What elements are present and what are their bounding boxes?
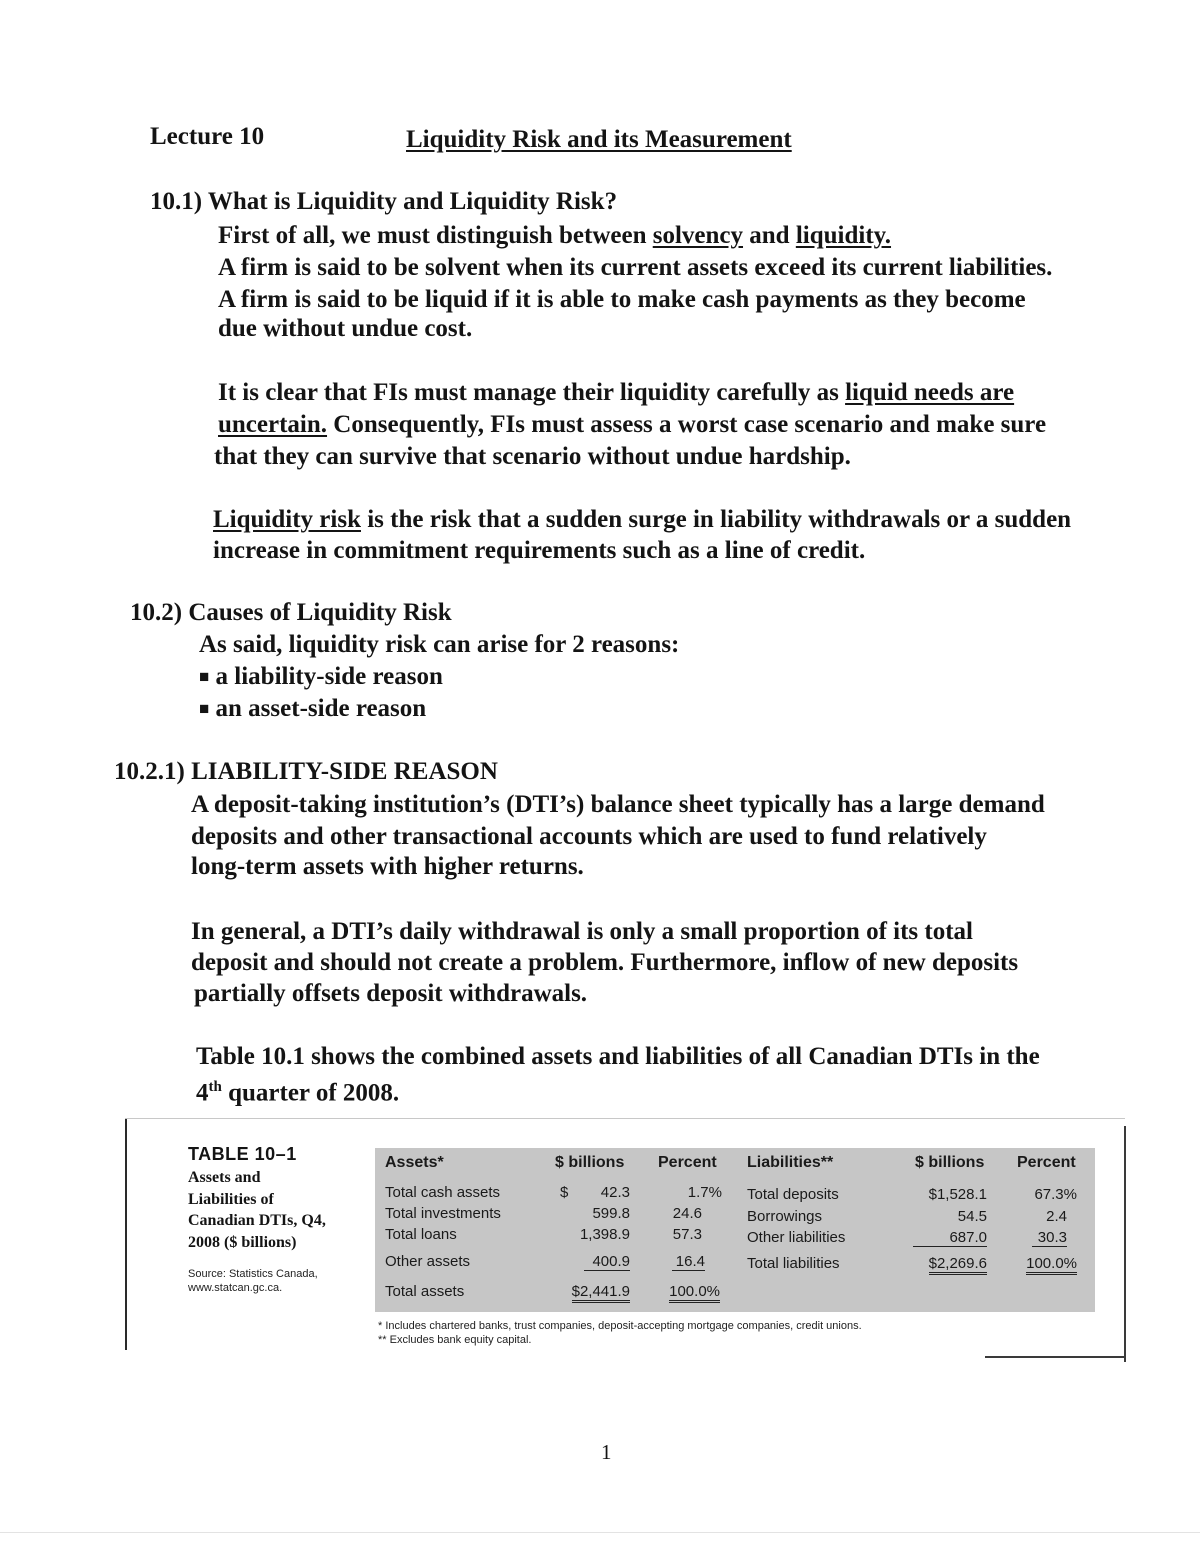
asset-amount: 599.8 [592, 1205, 630, 1222]
table-footnote: ** Excludes bank equity capital. [378, 1334, 532, 1346]
s1-p5-rest: is the risk that a sudden surge in liability withdrawals or a sudden [360, 506, 1072, 533]
asset-currency: $ [560, 1184, 569, 1201]
s2-intro: As said, liquidity risk can arise for 2 reasons: [199, 631, 680, 658]
s1-p1-mid: and [743, 222, 796, 249]
square-bullet-icon: ■ [199, 699, 210, 718]
liability-label: Other liabilities [747, 1229, 846, 1246]
figure-frame-bottom [985, 1356, 1125, 1358]
liabilities-total-label: Total liabilities [747, 1255, 840, 1272]
s1-paragraph-4-line-2 [218, 409, 1046, 440]
liquidity-risk-term: Liquidity risk [213, 506, 361, 533]
figure-frame-left [125, 1118, 127, 1350]
liability-percent: 67.3% [1034, 1186, 1077, 1203]
s1-p4-underlined-1: liquid needs are [845, 379, 1015, 406]
assets-total-percent: 100.0% [669, 1283, 720, 1303]
liability-label: Total deposits [747, 1186, 839, 1203]
asset-label: Total investments [385, 1205, 501, 1222]
quarter-number: 4 [196, 1079, 209, 1107]
asset-amount: 400.9 [584, 1253, 630, 1271]
s21-paragraph-2-line-3: partially offsets deposit withdrawals. [194, 980, 588, 1007]
caption-line: Assets and [188, 1169, 261, 1186]
s1-paragraph-4-line-3: that they can survive that scenario without undue hardship. [214, 443, 851, 470]
s1-p4-underlined-2: uncertain. [218, 411, 328, 438]
solvency-term: solvency [652, 222, 744, 249]
lecture-label: Lecture 10 [150, 123, 265, 150]
section-10-1-heading: 10.1) What is Liquidity and Liquidity Risk? [150, 188, 618, 215]
liquidity-term: liquidity. [795, 222, 892, 249]
assets-total-amount: $2,441.9 [572, 1283, 630, 1303]
assets-total-label: Total assets [385, 1283, 465, 1300]
caption-line: 2008 ($ billions) [188, 1233, 297, 1251]
s1-paragraph-2: A firm is said to be solvent when its current assets exceed its current liabilities. [218, 254, 1053, 281]
bullet-item [199, 661, 443, 692]
asset-percent: 1.7% [687, 1184, 722, 1201]
s1-paragraph-5-line-1 [213, 504, 1071, 535]
asset-label: Other assets [385, 1253, 471, 1270]
s1-p4-prefix: It is clear that FIs must manage their liquidity carefully as [218, 379, 846, 406]
header-liabilities: Liabilities** [747, 1154, 834, 1171]
header-asset-percent: Percent [658, 1154, 717, 1171]
s1-paragraph-1 [218, 220, 891, 251]
s1-p1-prefix: First of all, we must distinguish between [218, 222, 653, 249]
table-source [188, 1267, 326, 1295]
table-footnote: * Includes chartered banks, trust companies, deposit-accepting mortgage companies, credit unions. [378, 1320, 862, 1332]
bullet-item [199, 693, 426, 724]
scan-edge-line [0, 1532, 1200, 1533]
s1-paragraph-3-line-2: due without undue cost. [218, 315, 473, 342]
liability-percent: 30.3 [1032, 1229, 1067, 1247]
asset-amount: 42.3 [600, 1184, 630, 1201]
s1-paragraph-4-line-1 [218, 377, 1014, 408]
figure-frame-top [125, 1118, 1125, 1119]
square-bullet-icon: ■ [199, 667, 210, 686]
caption-line: Canadian DTIs, Q4, [188, 1212, 326, 1229]
liability-amount: 687.0 [913, 1229, 987, 1247]
quarter-rest: quarter of 2008. [221, 1079, 400, 1107]
s21-paragraph-1-line-2: deposits and other transactional accounts which are used to fund relatively [191, 823, 987, 850]
source-line: www.statcan.gc.ca. [188, 1282, 283, 1294]
source-line: Source: Statistics Canada, [188, 1268, 318, 1280]
header-asset-billions: $ billions [555, 1154, 625, 1171]
page-number: 1 [601, 1440, 612, 1464]
liability-percent: 2.4 [1046, 1208, 1067, 1225]
s1-paragraph-5-line-2: increase in commitment requirements such as a line of credit. [213, 537, 866, 564]
asset-label: Total cash assets [385, 1184, 501, 1201]
liabilities-total-amount: $2,269.6 [929, 1255, 987, 1275]
header-liability-percent: Percent [1017, 1154, 1076, 1171]
table-caption [188, 1144, 326, 1295]
liability-amount: 54.5 [957, 1208, 987, 1225]
figure-frame-right [1124, 1126, 1126, 1362]
section-10-2-heading: 10.2) Causes of Liquidity Risk [130, 599, 452, 626]
liability-amount: $1,528.1 [928, 1186, 987, 1203]
bullet-text: an asset-side reason [215, 695, 427, 722]
s1-p4-rest: Consequently, FIs must assess a worst case scenario and make sure [327, 411, 1047, 438]
ordinal-suffix: th [208, 1079, 222, 1095]
asset-percent: 16.4 [672, 1253, 705, 1271]
assets-liabilities-table [375, 1148, 1095, 1312]
s21-paragraph-2-line-2: deposit and should not create a problem. Furthermore, inflow of new deposits [191, 949, 1019, 976]
header-assets: Assets* [385, 1154, 444, 1171]
liability-label: Borrowings [747, 1208, 823, 1225]
page-title: Liquidity Risk and its Measurement [406, 126, 792, 153]
caption-line: Liabilities of [188, 1190, 274, 1208]
s21-paragraph-3-line-2 [196, 1072, 399, 1108]
s21-paragraph-1-line-1: A deposit-taking institution’s (DTI’s) balance sheet typically has a large demand [191, 791, 1045, 818]
s21-paragraph-1-line-3: long-term assets with higher returns. [191, 853, 584, 880]
table-caption-title: TABLE 10–1 [188, 1144, 297, 1164]
s21-paragraph-3-line-1: Table 10.1 shows the combined assets and liabilities of all Canadian DTIs in the [196, 1043, 1040, 1070]
liabilities-total-percent: 100.0% [1026, 1255, 1077, 1275]
asset-percent: 24.6 [672, 1205, 702, 1222]
asset-percent: 57.3 [672, 1226, 702, 1243]
bullet-text: a liability-side reason [215, 663, 443, 690]
s1-paragraph-3-line-1: A firm is said to be liquid if it is able to make cash payments as they become [218, 286, 1026, 313]
table-caption-body [188, 1167, 326, 1253]
s21-paragraph-2-line-1: In general, a DTI’s daily withdrawal is only a small proportion of its total [191, 918, 973, 945]
header-liability-billions: $ billions [915, 1154, 985, 1171]
asset-label: Total loans [385, 1226, 457, 1243]
asset-amount: 1,398.9 [579, 1226, 630, 1243]
section-10-2-1-heading: 10.2.1) LIABILITY-SIDE REASON [114, 758, 498, 785]
